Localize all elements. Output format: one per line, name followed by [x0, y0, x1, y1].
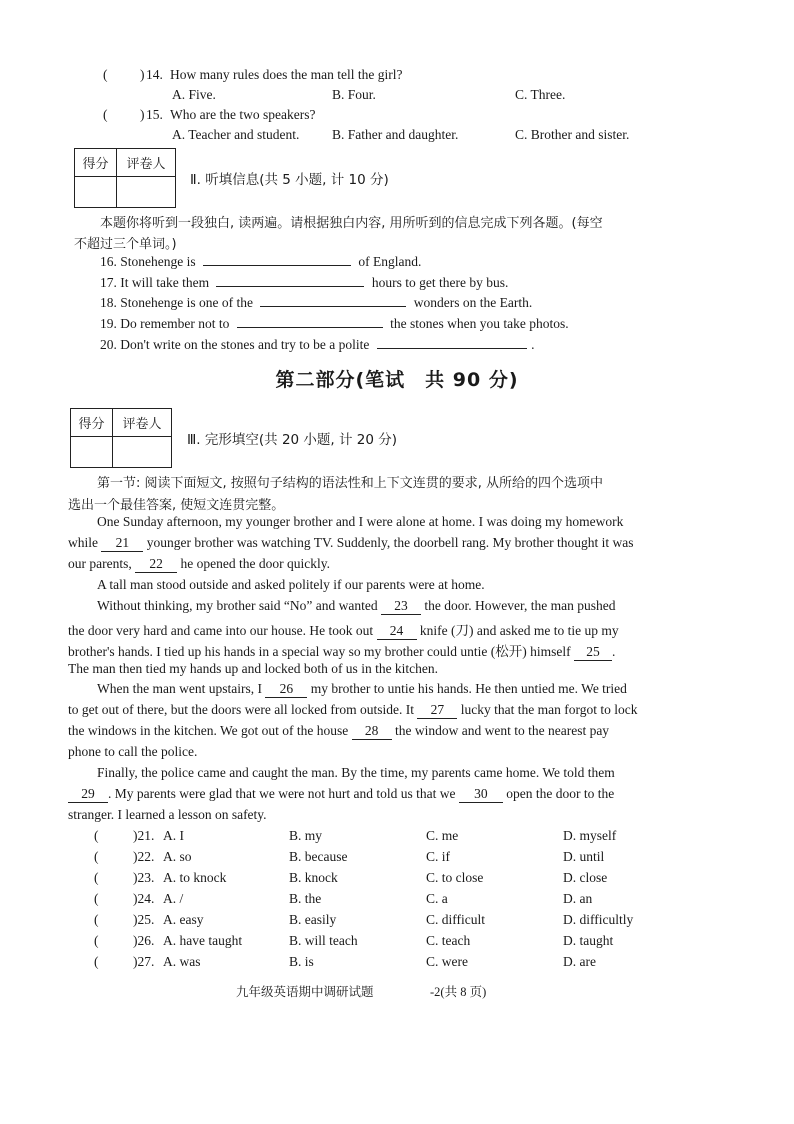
passage-line: phone to call the police. — [68, 744, 198, 759]
question-text: How many rules does the man tell the girl? — [170, 67, 403, 82]
answer-blank[interactable] — [260, 294, 406, 307]
answer-blank[interactable] — [377, 336, 527, 349]
option-d: D. taught — [563, 933, 614, 948]
section-3-instruction-line2: 选出一个最佳答案, 使短文连贯完整。 — [68, 498, 285, 513]
passage-text: he opened the door quickly. — [180, 556, 330, 571]
item-text: 16. Stonehenge is — [100, 254, 196, 269]
passage-line — [97, 598, 615, 615]
answer-paren-close: ) — [140, 67, 145, 82]
blank-24[interactable]: 24 — [377, 623, 417, 640]
passage-text: open the door to the — [506, 786, 615, 801]
answer-paren[interactable]: ( — [94, 849, 99, 864]
option-b: B. because — [289, 849, 348, 864]
passage-text: . My parents were glad that we were not hurt and told us that we — [108, 786, 456, 801]
option-b: B. knock — [289, 870, 338, 885]
blank-25[interactable]: 25 — [574, 644, 612, 661]
passage-line — [68, 556, 330, 573]
answer-paren[interactable]: ( — [94, 954, 99, 969]
footer-title: 九年级英语期中调研试题 — [236, 984, 374, 999]
blank-29[interactable]: 29 — [68, 786, 108, 803]
item-text: the stones when you take photos. — [390, 316, 569, 331]
item-20 — [100, 336, 535, 353]
passage-text: younger brother was watching TV. Suddenly, the doorbell rang. My brother thought it was — [146, 535, 634, 550]
answer-paren-close: ) — [140, 107, 145, 122]
option-d: D. until — [563, 849, 605, 864]
option-d: D. difficultly — [563, 912, 634, 927]
section-2-instruction-line2: 不超过三个单词。) — [74, 237, 177, 252]
score-cell[interactable] — [71, 437, 113, 467]
passage-line: One Sunday afternoon, my younger brother and I were alone at home. I was doing my homework — [97, 514, 624, 529]
section-3-instruction-line1: 第一节: 阅读下面短文, 按照句子结构的语法性和上下文连贯的要求, 从所给的四个选项中 — [97, 476, 604, 491]
passage-line — [68, 723, 609, 740]
grader-cell[interactable] — [117, 177, 175, 207]
question-number: )24. — [133, 891, 155, 906]
passage-line — [68, 702, 638, 719]
section-2-title: Ⅱ. 听填信息(共 5 小题, 计 10 分) — [190, 172, 389, 188]
passage-text: the windows in the kitchen. We got out of the house — [68, 723, 349, 738]
passage-text: Without thinking, my brother said “No” and wanted — [97, 598, 378, 613]
score-label: 得分 — [75, 149, 117, 177]
option-a: A. to knock — [163, 870, 227, 885]
item-text: hours to get there by bus. — [371, 275, 509, 290]
blank-22[interactable]: 22 — [135, 556, 177, 573]
answer-paren[interactable]: ( — [94, 933, 99, 948]
question-number: )27. — [133, 954, 155, 969]
option-a: A. Teacher and student. — [172, 127, 300, 142]
passage-line: The man then tied my hands up and locked both of us in the kitchen. — [68, 661, 439, 676]
option-a: A. was — [163, 954, 201, 969]
passage-text: knife (刀) and asked me to tie up my — [419, 623, 619, 638]
answer-paren-open[interactable]: ( — [103, 107, 108, 122]
passage-text: our parents, — [68, 556, 132, 571]
passage-text: lucky that the man forgot to lock — [460, 702, 638, 717]
answer-blank[interactable] — [216, 274, 364, 287]
item-17 — [100, 274, 508, 291]
item-16 — [100, 253, 421, 270]
item-text: . — [531, 337, 535, 352]
option-c: C. teach — [426, 933, 471, 948]
option-b: B. Four. — [332, 87, 376, 102]
question-number: )22. — [133, 849, 155, 864]
score-cell[interactable] — [75, 177, 117, 207]
question-number: )21. — [133, 828, 155, 843]
option-b: B. my — [289, 828, 323, 843]
blank-21[interactable]: 21 — [101, 535, 143, 552]
option-a: A. so — [163, 849, 192, 864]
passage-line: A tall man stood outside and asked politely if our parents were at home. — [97, 577, 485, 592]
passage-text: while — [68, 535, 98, 550]
option-a: A. have taught — [163, 933, 243, 948]
blank-23[interactable]: 23 — [381, 598, 421, 615]
item-text: 19. Do remember not to — [100, 316, 230, 331]
passage-line — [68, 640, 615, 661]
option-b: B. will teach — [289, 933, 358, 948]
passage-text: brother's hands. I tied up his hands in a special way so my brother could untie (松开) himself — [68, 644, 571, 659]
option-a: A. Five. — [172, 87, 216, 102]
option-b: B. Father and daughter. — [332, 127, 459, 142]
option-d: D. close — [563, 870, 608, 885]
item-18 — [100, 294, 532, 311]
passage-text: to get out of there, but the doors were all locked from outside. It — [68, 702, 415, 717]
grader-cell[interactable] — [113, 437, 171, 467]
option-a: A. easy — [163, 912, 204, 927]
item-text: of England. — [358, 254, 422, 269]
option-b: B. easily — [289, 912, 337, 927]
score-box — [74, 148, 176, 208]
option-a: A. / — [163, 891, 184, 906]
question-text: Who are the two speakers? — [170, 107, 316, 122]
passage-text: the window and went to the nearest pay — [395, 723, 610, 738]
question-number: 14. — [146, 67, 163, 82]
page-number: -2(共 8 页) — [430, 985, 487, 999]
answer-paren[interactable]: ( — [94, 912, 99, 927]
option-b: B. is — [289, 954, 314, 969]
option-c: C. to close — [426, 870, 484, 885]
passage-line — [68, 619, 619, 640]
answer-paren[interactable]: ( — [94, 828, 99, 843]
answer-paren[interactable]: ( — [94, 870, 99, 885]
score-label: 得分 — [71, 409, 113, 437]
option-b: B. the — [289, 891, 322, 906]
blank-26[interactable]: 26 — [265, 681, 307, 698]
passage-line: stranger. I learned a lesson on safety. — [68, 807, 267, 822]
passage-text: the door very hard and came into our house. He took out — [68, 623, 374, 638]
option-c: C. Brother and sister. — [515, 127, 630, 142]
answer-paren[interactable]: ( — [94, 891, 99, 906]
item-text: wonders on the Earth. — [413, 295, 533, 310]
answer-blank[interactable] — [237, 315, 383, 328]
option-d: D. an — [563, 891, 593, 906]
option-d: D. are — [563, 954, 596, 969]
option-a: A. I — [163, 828, 184, 843]
answer-blank[interactable] — [203, 253, 351, 266]
blank-28[interactable]: 28 — [352, 723, 392, 740]
passage-line — [68, 786, 614, 803]
option-c: C. a — [426, 891, 448, 906]
passage-line: Finally, the police came and caught the man. By the time, my parents came home. We told them — [97, 765, 615, 780]
passage-text: When the man went upstairs, I — [97, 681, 262, 696]
section-3-title: Ⅲ. 完形填空(共 20 小题, 计 20 分) — [187, 432, 398, 448]
question-number: )26. — [133, 933, 155, 948]
option-c: C. were — [426, 954, 468, 969]
item-text: 17. It will take them — [100, 275, 210, 290]
question-number: 15. — [146, 107, 163, 122]
item-text: 20. Don't write on the stones and try to be a polite — [100, 337, 370, 352]
option-d: D. myself — [563, 828, 617, 843]
blank-27[interactable]: 27 — [417, 702, 457, 719]
item-19 — [100, 315, 569, 332]
passage-text: my brother to untie his hands. He then untied me. We tried — [310, 681, 627, 696]
passage-line — [97, 681, 627, 698]
item-text: 18. Stonehenge is one of the — [100, 295, 253, 310]
option-c: C. if — [426, 849, 451, 864]
option-c: C. me — [426, 828, 459, 843]
question-number: )23. — [133, 870, 155, 885]
passage-line — [68, 535, 634, 552]
grader-label: 评卷人 — [117, 149, 175, 177]
section-2-instruction-line1: 本题你将听到一段独白, 读两遍。请根据独白内容, 用所听到的信息完成下列各题。(每空 — [100, 216, 603, 231]
score-box — [70, 408, 172, 468]
part-2-title: 第二部分(笔试 共 90 分) — [275, 369, 519, 391]
blank-30[interactable]: 30 — [459, 786, 503, 803]
answer-paren-open[interactable]: ( — [103, 67, 108, 82]
option-c: C. Three. — [515, 87, 566, 102]
passage-text: . — [611, 644, 616, 659]
grader-label: 评卷人 — [113, 409, 171, 437]
question-number: )25. — [133, 912, 155, 927]
option-c: C. difficult — [426, 912, 485, 927]
passage-text: the door. However, the man pushed — [424, 598, 616, 613]
